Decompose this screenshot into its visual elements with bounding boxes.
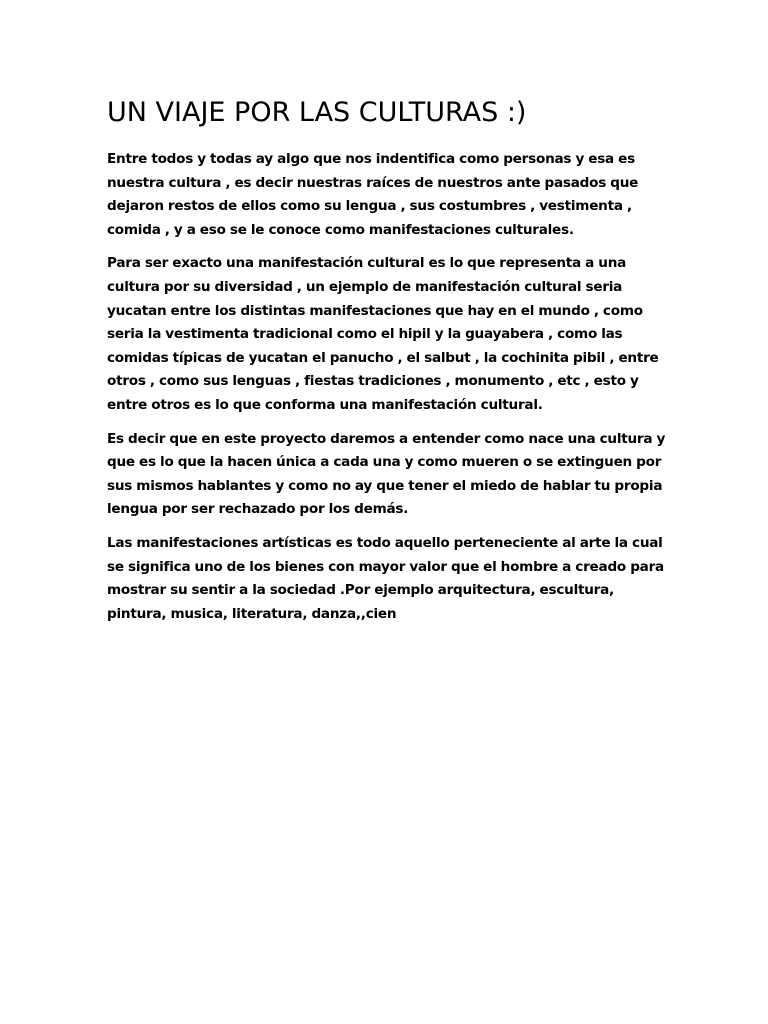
paragraph-manifestacion-cultural: Para ser exacto una manifestación cultural es lo que representa a una cultura por su diversidad , un ejemplo de manifestación cultural seria yucatan entre los distintas manifestaciones que hay en el mundo , como seria la vestimenta tradicional como el hipil y la guayabera , como las comidas típicas de yucatan el panucho , el salbut , la cochinita pibil , entre otros , como sus lenguas , fiestas tradiciones , monumento , etc , esto y entre otros es lo que conforma una manifestación cultural.	[107, 255, 659, 413]
paragraph-proyecto: Es decir que en este proyecto daremos a entender como nace una cultura y que es lo que la hacen única a cada una y como mueren o se extinguen por sus mismos hablantes y como no ay que tener el miedo de hablar tu propia lengua por ser rechazado por los demás.	[107, 430, 666, 518]
paragraph-cultura-intro: Entre todos y todas ay algo que nos indentifica como personas y esa es nuestra cultura , es decir nuestras raíces de nuestros ante pasados que dejaron restos de ellos como su lengua , sus costumbres , vestimenta , comida , y a eso se le conoce como manifestaciones culturales.	[107, 151, 639, 238]
paragraph-manifestaciones-artisticas: Las manifestaciones artísticas es todo aquello perteneciente al arte la cual se significa uno de los bienes con mayor valor que el hombre a creado para mostrar su sentir a la sociedad .Por ejemplo arquitectura, escultura, pintura, musica, literatura, danza,,cien	[107, 534, 664, 622]
document-title: UN VIAJE POR LAS CULTURAS :)	[107, 97, 527, 128]
document-body	[107, 95, 667, 636]
